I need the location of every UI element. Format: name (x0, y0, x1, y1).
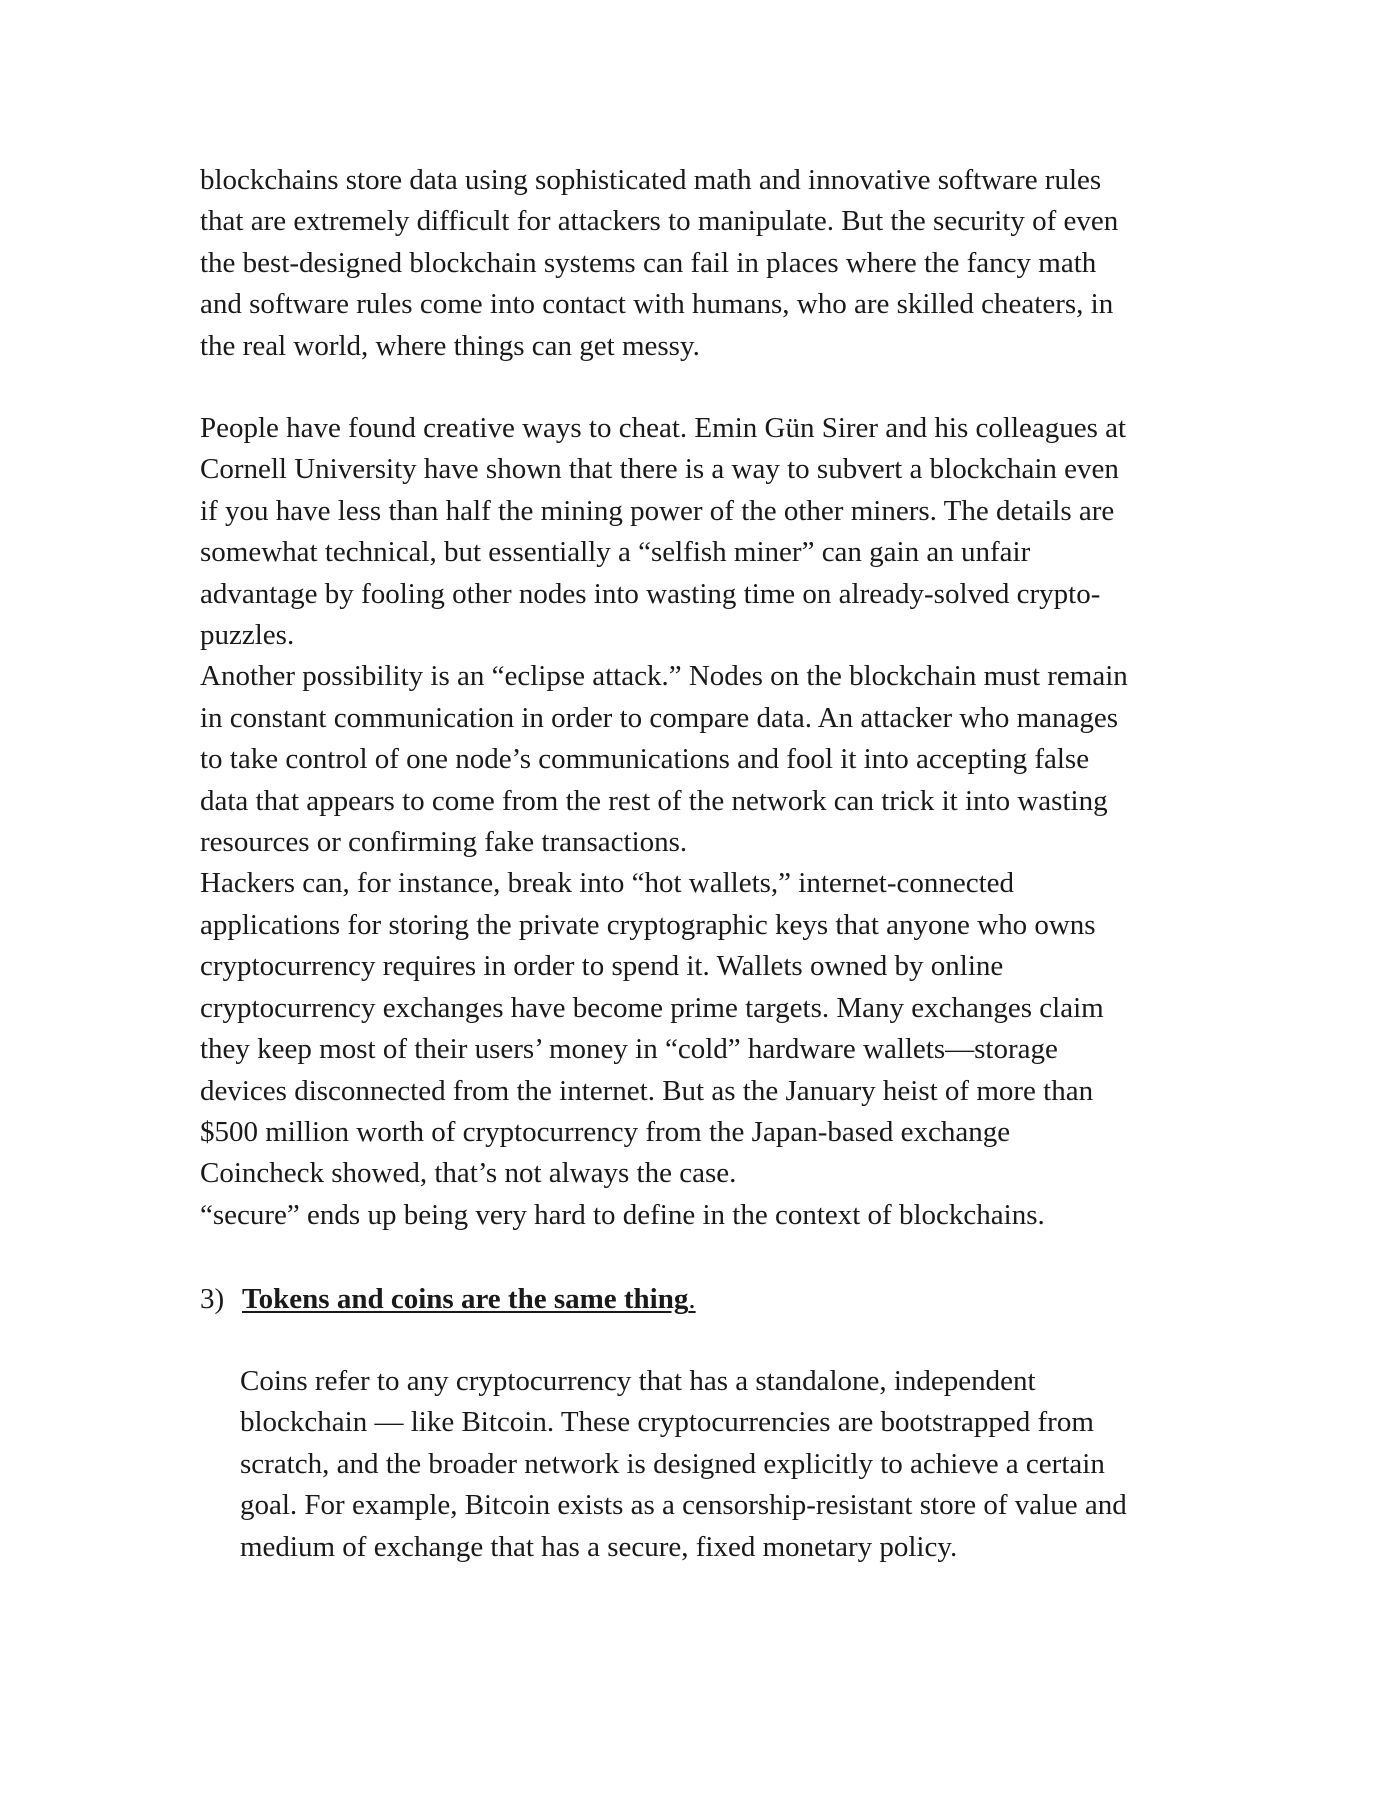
text-line: goal. For example, Bitcoin exists as a censorship-resistant store of value and (240, 1489, 1127, 1522)
paragraph-coins-definition (240, 1361, 1260, 1568)
text-line: in constant communication in order to compare data. An attacker who manages (200, 701, 1119, 734)
text-line: Another possibility is an “eclipse attack.” Nodes on the blockchain must remain (200, 660, 1128, 693)
text-line: Coins refer to any cryptocurrency that has a standalone, independent (240, 1365, 1036, 1397)
text-line: medium of exchange that has a secure, fixed monetary policy. (240, 1530, 958, 1563)
text-line: blockchains store data using sophisticated math and innovative software rules (200, 164, 1102, 196)
text-line: the best-designed blockchain systems can fail in places where the fancy math (200, 246, 1097, 279)
section-heading (200, 1279, 1220, 1320)
heading-period: . (688, 1283, 696, 1315)
heading-title: Tokens and coins are the same thing (242, 1283, 689, 1315)
text-line: Cornell University have shown that there is a way to subvert a blockchain even (200, 453, 1119, 486)
text-line: if you have less than half the mining power of the other miners. The details are (200, 494, 1115, 527)
text-line: somewhat technical, but essentially a “selfish miner” can gain an unfair (200, 536, 1031, 569)
text-line: Hackers can, for instance, break into “hot wallets,” internet-connected (200, 867, 1015, 900)
text-line: applications for storing the private cryptographic keys that anyone who owns (200, 908, 1096, 941)
text-line: to take control of one node’s communications and fool it into accepting false (200, 743, 1090, 776)
text-line: cryptocurrency requires in order to spend it. Wallets owned by online (200, 950, 1004, 983)
text-line: advantage by fooling other nodes into wasting time on already-solved crypto- (200, 577, 1101, 610)
text-line: that are extremely difficult for attackers to manipulate. But the security of even (200, 205, 1119, 238)
heading-line (200, 1279, 1220, 1320)
text-line: blockchain — like Bitcoin. These cryptocurrencies are bootstrapped from (240, 1406, 1094, 1439)
text-line: People have found creative ways to cheat. Emin Gün Sirer and his colleagues at (200, 412, 1127, 444)
text-line: resources or confirming fake transactions. (200, 826, 688, 859)
text-line: cryptocurrency exchanges have become prime targets. Many exchanges claim (200, 991, 1104, 1024)
text-line: the real world, where things can get messy. (200, 329, 700, 362)
paragraph-cheating-methods (200, 408, 1220, 1236)
text-line: “secure” ends up being very hard to define in the context of blockchains. (200, 1198, 1045, 1231)
text-line: scratch, and the broader network is designed explicitly to achieve a certain (240, 1447, 1105, 1480)
text-line: they keep most of their users’ money in “cold” hardware wallets—storage (200, 1033, 1058, 1066)
text-line: Coincheck showed, that’s not always the case. (200, 1157, 737, 1190)
text-line: devices disconnected from the internet. But as the January heist of more than (200, 1074, 1094, 1107)
heading-number: 3) (200, 1283, 225, 1315)
text-line: puzzles. (200, 619, 295, 652)
text-line: $500 million worth of cryptocurrency from the Japan-based exchange (200, 1115, 1011, 1148)
paragraph-security-intro (200, 160, 1220, 367)
text-line: data that appears to come from the rest of the network can trick it into wasting (200, 784, 1108, 817)
text-line: and software rules come into contact with humans, who are skilled cheaters, in (200, 288, 1114, 321)
